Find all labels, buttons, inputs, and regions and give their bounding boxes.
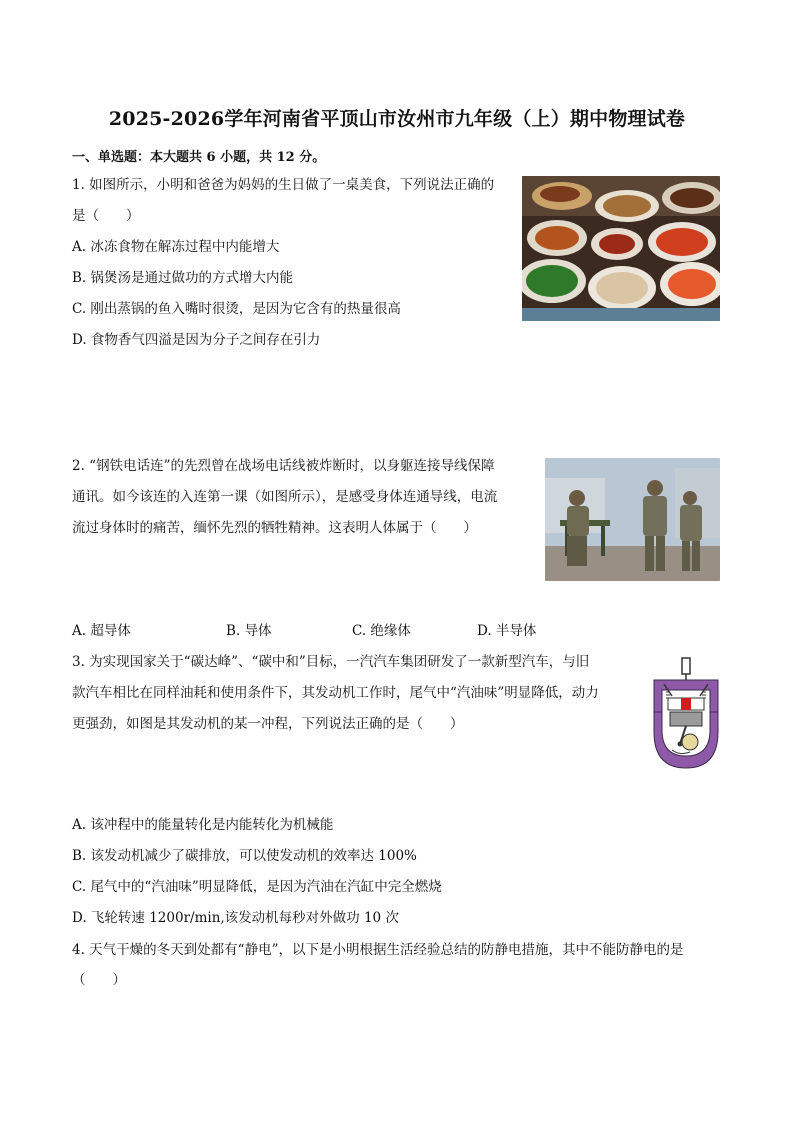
q2-stem-line-1: 2. “钢铁电话连”的先烈曾在战场电话线被炸断时，以身躯连接导线保障 [72, 458, 495, 474]
q2-option-d: D. 半导体 [477, 623, 537, 639]
q4-stem-line-1: 4. 天气干燥的冬天到处都有“静电”，以下是小明根据生活经验总结的防静电措施，其中不能防静电的是 [72, 942, 684, 958]
q2-stem-line-2: 通讯。如今该连的入连第一课（如图所示），是感受身体连通导线，电流 [72, 489, 498, 505]
q3-option-c: C. 尾气中的“汽油味”明显降低，是因为汽油在汽缸中完全燃烧 [72, 879, 442, 895]
q3-stem-line-3: 更强劲，如图是其发动机的某一冲程，下列说法正确的是（ ） [72, 716, 464, 732]
q1-option-a: A. 冰冻食物在解冻过程中内能增大 [72, 239, 280, 255]
q3-option-b: B. 该发动机减少了碳排放，可以使发动机的效率达 100% [72, 848, 417, 864]
q3-option-d: D. 飞轮转速 1200r/min,该发动机每秒对外做功 10 次 [72, 910, 399, 926]
engine-stroke-diagram [650, 656, 722, 774]
q3-option-a: A. 该冲程中的能量转化是内能转化为机械能 [72, 817, 334, 833]
q2-option-c: C. 绝缘体 [352, 623, 411, 639]
q1-stem-line-2: 是（ ） [72, 208, 140, 224]
q2-soldiers-photo [545, 458, 720, 581]
section-heading: 一、单选题：本大题共 6 小题，共 12 分。 [72, 150, 326, 165]
q2-option-a: A. 超导体 [72, 623, 131, 639]
q3-stem-line-1: 3. 为实现国家关于“碳达峰”、“碳中和”目标，一汽汽车集团研发了一款新型汽车，与旧 [72, 654, 590, 670]
q1-stem-line-1: 1. 如图所示，小明和爸爸为妈妈的生日做了一桌美食，下列说法正确的 [72, 177, 495, 193]
q1-option-c: C. 刚出蒸锅的鱼入嘴时很烫，是因为它含有的热量很高 [72, 301, 401, 317]
q1-option-b: B. 锅煲汤是通过做功的方式增大内能 [72, 270, 294, 286]
q4-stem-line-2: （ ） [72, 972, 126, 988]
q1-option-d: D. 食物香气四溢是因为分子之间存在引力 [72, 332, 321, 348]
page-title: 2025-2026学年河南省平顶山市汝州市九年级（上）期中物理试卷 [108, 108, 686, 130]
q1-feast-photo [522, 176, 720, 321]
q3-stem-line-2: 款汽车相比在同样油耗和使用条件下，其发动机工作时，尾气中“汽油味”明显降低，动力 [72, 685, 599, 701]
q2-option-b: B. 导体 [226, 623, 272, 639]
q2-stem-line-3: 流过身体时的痛苦，缅怀先烈的牺牲精神。这表明人体属于（ ） [72, 520, 477, 536]
